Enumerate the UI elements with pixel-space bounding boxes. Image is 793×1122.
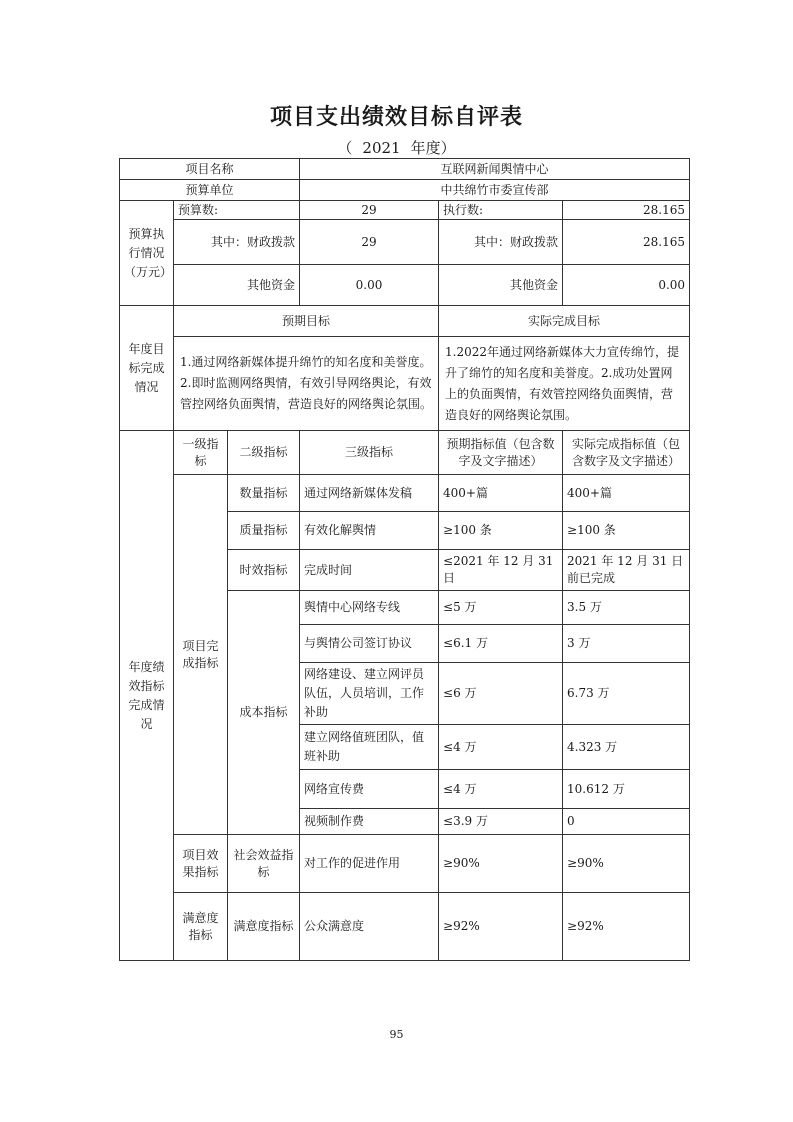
subtitle-year: 2021 bbox=[362, 139, 401, 157]
table-row bbox=[120, 159, 690, 180]
table-row bbox=[120, 893, 690, 961]
social-level2: 社会效益指标 bbox=[228, 835, 300, 893]
expected-goal-header: 预期目标 bbox=[174, 306, 439, 337]
cost-name: 与舆情公司签订协议 bbox=[300, 625, 439, 663]
timeliness-actual: 2021 年 12 月 31 日前已完成 bbox=[563, 550, 690, 591]
cost-expected: ≤5 万 bbox=[439, 591, 563, 625]
fiscal-exec-value: 28.165 bbox=[563, 220, 690, 265]
cost-actual: 3 万 bbox=[563, 625, 690, 663]
quantity-level2: 数量指标 bbox=[228, 475, 300, 512]
budget-unit-label: 预算单位 bbox=[120, 180, 300, 201]
budget-section-label: 预算执行情况（万元） bbox=[120, 201, 174, 306]
fiscal-exec-label: 其中：财政拨款 bbox=[439, 220, 563, 265]
cost-actual: 10.612 万 bbox=[563, 770, 690, 809]
fiscal-budget-value: 29 bbox=[300, 220, 439, 265]
cost-name: 视频制作费 bbox=[300, 809, 439, 835]
cost-level2: 成本指标 bbox=[228, 591, 300, 835]
group-output-label: 项目完成指标 bbox=[174, 475, 228, 835]
cost-expected: ≤4 万 bbox=[439, 725, 563, 770]
timeliness-name: 完成时间 bbox=[300, 550, 439, 591]
timeliness-expected: ≤2021 年 12 月 31 日 bbox=[439, 550, 563, 591]
table-row bbox=[120, 835, 690, 893]
quantity-actual: 400+篇 bbox=[563, 475, 690, 512]
other-budget-label: 其他资金 bbox=[174, 265, 300, 306]
indicators-section-label: 年度绩效指标完成情况 bbox=[120, 431, 174, 961]
group-satisfaction-label: 满意度指标 bbox=[174, 893, 228, 961]
social-expected: ≥90% bbox=[439, 835, 563, 893]
table-row bbox=[120, 220, 690, 265]
project-name-value: 互联网新闻舆情中心 bbox=[300, 159, 690, 180]
cost-name: 网络宣传费 bbox=[300, 770, 439, 809]
cost-actual: 3.5 万 bbox=[563, 591, 690, 625]
goals-section-label: 年度目标完成情况 bbox=[120, 306, 174, 431]
group-effect-label: 项目效果指标 bbox=[174, 835, 228, 893]
table-row bbox=[120, 337, 690, 431]
table-row bbox=[120, 306, 690, 337]
header-level2: 二级指标 bbox=[228, 431, 300, 475]
cost-name: 网络建设、建立网评员队伍，人员培训，工作补助 bbox=[300, 663, 439, 725]
timeliness-level2: 时效指标 bbox=[228, 550, 300, 591]
satisfaction-expected: ≥92% bbox=[439, 893, 563, 961]
quality-level2: 质量指标 bbox=[228, 512, 300, 550]
header-actual: 实际完成指标值（包含数字及文字描述） bbox=[563, 431, 690, 475]
budget-amount-value: 29 bbox=[300, 201, 439, 220]
satisfaction-level2: 满意度指标 bbox=[228, 893, 300, 961]
cost-expected: ≤3.9 万 bbox=[439, 809, 563, 835]
subtitle-suffix: 年度） bbox=[410, 139, 456, 157]
page-title: 项目支出绩效目标自评表 bbox=[269, 105, 523, 130]
cost-name: 建立网络值班团队，值班补助 bbox=[300, 725, 439, 770]
cost-actual: 4.323 万 bbox=[563, 725, 690, 770]
header-level1: 一级指标 bbox=[174, 431, 228, 475]
satisfaction-actual: ≥92% bbox=[563, 893, 690, 961]
cost-expected: ≤4 万 bbox=[439, 770, 563, 809]
fiscal-budget-label: 其中：财政拨款 bbox=[174, 220, 300, 265]
cost-actual: 0 bbox=[563, 809, 690, 835]
cost-actual: 6.73 万 bbox=[563, 663, 690, 725]
page-number: 95 bbox=[389, 1028, 404, 1041]
quality-actual: ≥100 条 bbox=[563, 512, 690, 550]
social-name: 对工作的促进作用 bbox=[300, 835, 439, 893]
table-row bbox=[120, 201, 690, 220]
exec-amount-label: 执行数: bbox=[439, 201, 563, 220]
other-exec-value: 0.00 bbox=[563, 265, 690, 306]
budget-amount-label: 预算数: bbox=[174, 201, 300, 220]
other-budget-value: 0.00 bbox=[300, 265, 439, 306]
actual-goal-header: 实际完成目标 bbox=[439, 306, 690, 337]
table-row bbox=[120, 475, 690, 512]
header-level3: 三级指标 bbox=[300, 431, 439, 475]
cost-name: 舆情中心网络专线 bbox=[300, 591, 439, 625]
quality-expected: ≥100 条 bbox=[439, 512, 563, 550]
quality-name: 有效化解舆情 bbox=[300, 512, 439, 550]
exec-amount-value: 28.165 bbox=[563, 201, 690, 220]
satisfaction-name: 公众满意度 bbox=[300, 893, 439, 961]
quantity-expected: 400+篇 bbox=[439, 475, 563, 512]
actual-goal-text: 1.2022年通过网络新媒体大力宣传绵竹，提升了绵竹的知名度和美誉度。2.成功处置网上的负面舆情，有效管控网络负面舆情，营造良好的网络舆论氛围。 bbox=[439, 337, 690, 431]
cost-expected: ≤6 万 bbox=[439, 663, 563, 725]
table-row bbox=[120, 431, 690, 475]
quantity-name: 通过网络新媒体发稿 bbox=[300, 475, 439, 512]
header-expected: 预期指标值（包含数字及文字描述） bbox=[439, 431, 563, 475]
table-row bbox=[120, 180, 690, 201]
subtitle-open-paren: （ bbox=[337, 139, 353, 157]
page-subtitle bbox=[0, 137, 793, 158]
cost-expected: ≤6.1 万 bbox=[439, 625, 563, 663]
project-name-label: 项目名称 bbox=[120, 159, 300, 180]
social-actual: ≥90% bbox=[563, 835, 690, 893]
budget-unit-value: 中共绵竹市委宣传部 bbox=[300, 180, 690, 201]
evaluation-table bbox=[119, 158, 690, 961]
other-exec-label: 其他资金 bbox=[439, 265, 563, 306]
table-row bbox=[120, 265, 690, 306]
expected-goal-text: 1.通过网络新媒体提升绵竹的知名度和美誉度。2.即时监测网络舆情，有效引导网络舆论，有效管控网络负面舆情，营造良好的网络舆论氛围。 bbox=[174, 337, 439, 431]
